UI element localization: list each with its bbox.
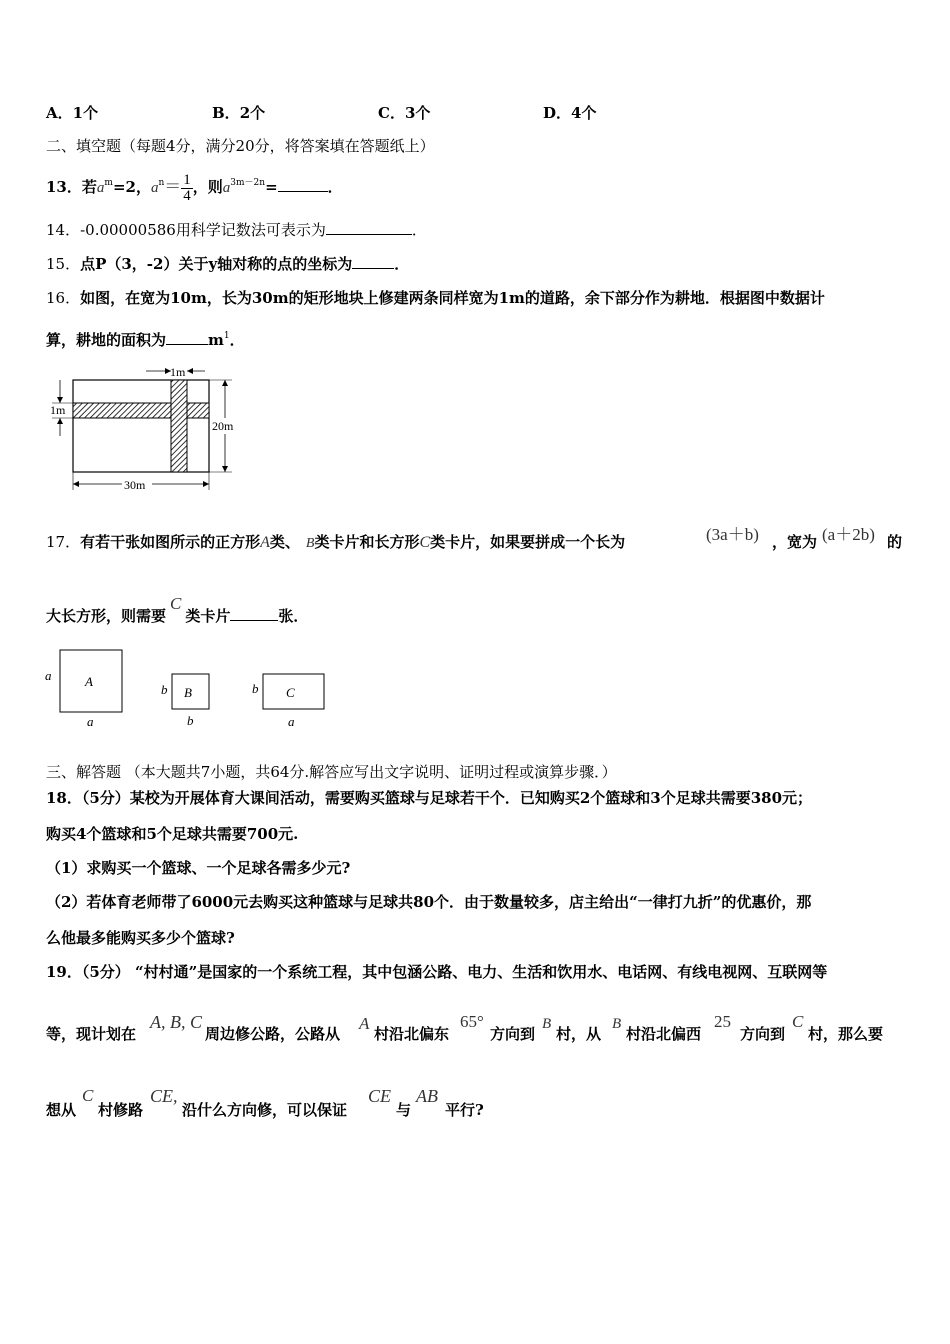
question-18-line-2: 购买4个篮球和5个足球共需要700元.: [46, 825, 299, 843]
road-diagram: [40, 360, 250, 495]
question-17-end: 的: [887, 533, 903, 551]
question-13: 13．若$a^m=2$，$a^n=$ $\frac{1}{4}$ ，则$a^{3m-2n}=$ ．: [46, 171, 343, 204]
question-18-part-2a: （2）若体育老师带了6000元去购买这种篮球与足球共80个．由于数量较多，店主给出“一律打九折”的优惠价，那: [46, 893, 812, 911]
segment-ce-2: CE: [368, 1086, 392, 1106]
point-b: B: [542, 1016, 552, 1032]
question-17-line-1: 17．有若干张如图所示的正方形A类、 B类卡片和长方形C类卡片，如果要拼成一个长为: [46, 533, 626, 551]
label-bottom-30m: 30m: [124, 478, 146, 492]
question-18-part-2b: 么他最多能购买多少个篮球?: [46, 929, 235, 947]
question-18-line-1: 18．（5分）某校为开展体育大课间活动，需要购买篮球与足球若干个．已知购买2个篮球和3个足球共需要380元；: [46, 789, 813, 807]
option-b: B．2个: [212, 104, 266, 122]
width-expression: (a＋2b): [822, 525, 875, 544]
segment-ce: CE,: [150, 1086, 178, 1106]
question-19-line-2a: 等，现计划在: [46, 1025, 137, 1043]
field-rectangle: [73, 380, 209, 472]
svg-text:b: b: [187, 713, 194, 728]
question-17-width-label: ，宽为: [772, 533, 818, 551]
segment-ab: AB: [416, 1086, 438, 1106]
svg-text:B: B: [184, 685, 192, 700]
svg-text:a: a: [288, 714, 295, 729]
answer-blank-16[interactable]: [166, 330, 208, 345]
question-19-line-3a: 想从: [46, 1101, 77, 1119]
question-19-line-3e: 平行?: [445, 1101, 484, 1119]
svg-text:a: a: [87, 714, 94, 729]
label-left-1m: 1m: [50, 403, 66, 417]
question-19-line-2f: 村沿北偏西: [626, 1025, 702, 1043]
svg-text:A: A: [85, 674, 93, 689]
question-19-line-3c: 沿什么方向修，可以保证: [182, 1101, 348, 1119]
section-3-heading: 三、解答题 （本大题共7小题，共64分.解答应写出文字说明、证明过程或演算步骤．）: [46, 763, 617, 781]
question-19-line-2e: 村，从: [556, 1025, 602, 1043]
answer-blank-14[interactable]: [326, 220, 412, 235]
question-19-line-2b: 周边修公路，公路从: [205, 1025, 341, 1043]
question-15: 15．点P（3，-2）关于y轴对称的点的坐标为 ．: [46, 255, 410, 273]
horizontal-road: [73, 403, 209, 418]
option-a: A．1个: [46, 104, 99, 122]
point-a: A: [359, 1014, 370, 1033]
cards-diagram: [40, 646, 340, 736]
question-19-line-2d: 方向到: [490, 1025, 536, 1043]
option-c: C．3个: [378, 104, 431, 122]
svg-text:b: b: [161, 682, 168, 697]
option-d: D．4个: [543, 104, 597, 122]
answer-blank-13[interactable]: [278, 177, 328, 192]
question-19-line-2c: 村沿北偏东: [374, 1025, 450, 1043]
svg-text:C: C: [286, 685, 295, 700]
question-19-line-1: 19．（5分） “村村通”是国家的一个系统工程，其中包涵公路、电力、生活和饮用水、电话网、有线电视网、互联网等: [46, 963, 828, 981]
question-16-line-1: 16．如图，在宽为10m，长为30m的矩形地块上修建两条同样宽为1m的道路，余下部分作为耕地．根据图中数据计: [46, 289, 825, 307]
points-abc: A, B, C: [150, 1012, 202, 1032]
section-2-heading: 二、填空题（每题4分，满分20分，将答案填在答题纸上）: [46, 137, 435, 155]
question-19-line-3b: 村修路: [98, 1101, 144, 1119]
question-16-line-2: 算，耕地的面积为 $m^1$．: [46, 331, 245, 349]
answer-blank-17[interactable]: [230, 606, 278, 621]
point-c: C: [792, 1012, 804, 1031]
question-19-line-2g: 方向到: [740, 1025, 786, 1043]
label-right-20m: 20m: [212, 419, 234, 433]
svg-text:a: a: [45, 668, 52, 683]
question-18-part-1: （1）求购买一个篮球、一个足球各需多少元?: [46, 859, 351, 877]
answer-blank-15[interactable]: [352, 254, 394, 269]
question-19-line-2h: 村，那么要: [808, 1025, 884, 1043]
question-14: 14．-0.00000586用科学记数法可表示为 ．: [46, 221, 427, 239]
angle-25: 25: [714, 1012, 731, 1031]
question-19-line-3d: 与: [396, 1101, 412, 1119]
svg-text:b: b: [252, 681, 259, 696]
question-17-line-2: 大长方形，则需要C类卡片 张．: [46, 594, 309, 625]
angle-65: 65°: [460, 1012, 484, 1031]
fraction-one-quarter: $\frac{1}{4}$: [183, 171, 191, 204]
point-c-2: C: [82, 1086, 94, 1105]
length-expression: (3a＋b): [706, 525, 759, 544]
point-b-2: B: [612, 1016, 622, 1032]
vertical-road: [171, 380, 187, 472]
label-top-1m: 1m: [170, 365, 186, 379]
